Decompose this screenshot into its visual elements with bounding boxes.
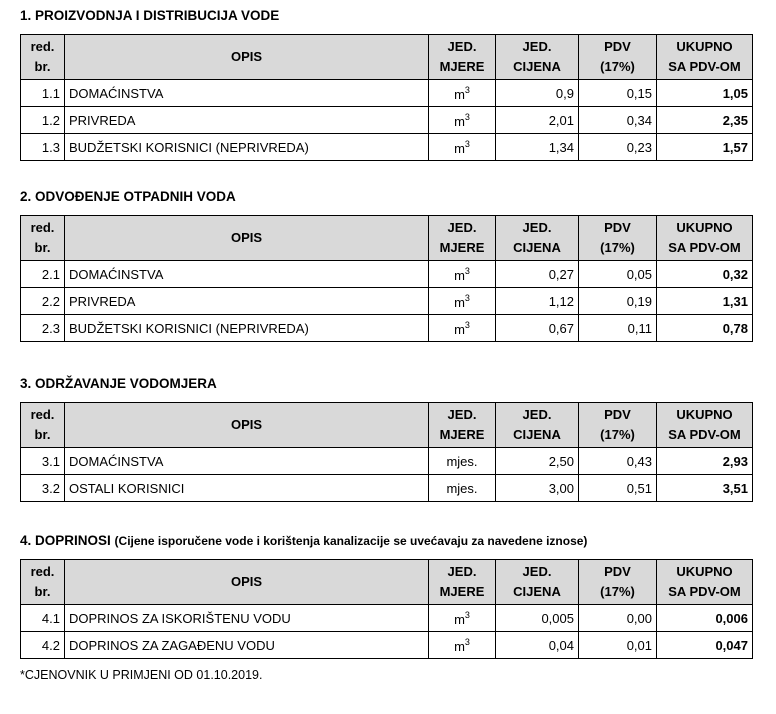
section-title — [20, 533, 587, 548]
row-unit — [429, 632, 496, 659]
header-jed-mjere: JED. MJERE — [429, 35, 496, 80]
row-number: 1.3 — [21, 134, 65, 161]
row-unit-price: 1,34 — [496, 134, 579, 161]
table-header-row — [21, 403, 753, 448]
table-header-row — [21, 35, 753, 80]
unit-text: m — [454, 267, 465, 283]
row-number: 1.1 — [21, 80, 65, 107]
section-title — [20, 8, 279, 23]
row-number: 4.1 — [21, 605, 65, 632]
row-total: 1,31 — [657, 288, 753, 315]
price-table — [20, 34, 753, 161]
unit-superscript: 3 — [464, 319, 470, 330]
unit-text: m — [454, 611, 465, 627]
table-row — [21, 134, 753, 161]
row-total: 0,006 — [657, 605, 753, 632]
header-opis: OPIS — [65, 403, 429, 448]
table-row — [21, 632, 753, 659]
row-unit — [429, 107, 496, 134]
header-opis: OPIS — [65, 560, 429, 605]
header-opis: OPIS — [65, 35, 429, 80]
row-unit-price: 0,9 — [496, 80, 579, 107]
row-pdv: 0,11 — [579, 315, 657, 342]
row-description: DOPRINOS ZA ISKORIŠTENU VODU — [65, 605, 429, 632]
section-title-text: 4. DOPRINOSI — [20, 533, 111, 548]
row-unit-price: 3,00 — [496, 475, 579, 502]
row-description: PRIVREDA — [65, 288, 429, 315]
row-unit — [429, 475, 496, 502]
row-unit — [429, 261, 496, 288]
header-jed-mjere: JED. MJERE — [429, 403, 496, 448]
row-unit-price: 2,50 — [496, 448, 579, 475]
header-red-br: red. br. — [21, 560, 65, 605]
row-unit-price: 0,005 — [496, 605, 579, 632]
unit-superscript: 3 — [464, 609, 470, 620]
table-row — [21, 107, 753, 134]
row-number: 1.2 — [21, 107, 65, 134]
header-red-br: red. br. — [21, 216, 65, 261]
table-row — [21, 448, 753, 475]
unit-text: mjes. — [446, 453, 478, 469]
table-header-row — [21, 560, 753, 605]
row-pdv: 0,51 — [579, 475, 657, 502]
header-jed-mjere: JED. MJERE — [429, 216, 496, 261]
header-red-br: red. br. — [21, 403, 65, 448]
unit-text: m — [454, 321, 465, 337]
footnote: *CJENOVNIK U PRIMJENI OD 01.10.2019. — [20, 668, 263, 682]
row-unit-price: 0,67 — [496, 315, 579, 342]
row-description: DOMAĆINSTVA — [65, 80, 429, 107]
table-row — [21, 261, 753, 288]
header-ukupno: UKUPNO SA PDV-OM — [657, 560, 753, 605]
unit-text: mjes. — [446, 480, 478, 496]
row-total: 3,51 — [657, 475, 753, 502]
row-unit — [429, 134, 496, 161]
table-row — [21, 80, 753, 107]
row-pdv: 0,00 — [579, 605, 657, 632]
row-total: 1,05 — [657, 80, 753, 107]
row-total: 2,35 — [657, 107, 753, 134]
row-unit-price: 0,04 — [496, 632, 579, 659]
price-table — [20, 402, 753, 502]
header-ukupno: UKUPNO SA PDV-OM — [657, 216, 753, 261]
row-number: 4.2 — [21, 632, 65, 659]
unit-superscript: 3 — [464, 292, 470, 303]
header-pdv: PDV (17%) — [579, 403, 657, 448]
section-title-text: 2. ODVOĐENJE OTPADNIH VODA — [20, 189, 236, 204]
row-total: 0,78 — [657, 315, 753, 342]
table-row — [21, 605, 753, 632]
row-total: 1,57 — [657, 134, 753, 161]
row-unit — [429, 605, 496, 632]
table-row — [21, 315, 753, 342]
table-row — [21, 475, 753, 502]
unit-superscript: 3 — [464, 84, 470, 95]
row-total: 2,93 — [657, 448, 753, 475]
row-pdv: 0,01 — [579, 632, 657, 659]
unit-text: m — [454, 86, 465, 102]
row-pdv: 0,23 — [579, 134, 657, 161]
unit-text: m — [454, 638, 465, 654]
header-jed-mjere: JED. MJERE — [429, 560, 496, 605]
table-header-row — [21, 216, 753, 261]
unit-superscript: 3 — [464, 636, 470, 647]
unit-text: m — [454, 140, 465, 156]
row-unit — [429, 315, 496, 342]
row-total: 0,047 — [657, 632, 753, 659]
row-unit-price: 0,27 — [496, 261, 579, 288]
row-pdv: 0,15 — [579, 80, 657, 107]
row-pdv: 0,05 — [579, 261, 657, 288]
header-jed-cijena: JED. CIJENA — [496, 35, 579, 80]
row-number: 3.1 — [21, 448, 65, 475]
section-title-text: 3. ODRŽAVANJE VODOMJERA — [20, 376, 217, 391]
row-pdv: 0,34 — [579, 107, 657, 134]
row-description: DOMAĆINSTVA — [65, 261, 429, 288]
row-description: OSTALI KORISNICI — [65, 475, 429, 502]
unit-text: m — [454, 294, 465, 310]
section-title-text: 1. PROIZVODNJA I DISTRIBUCIJA VODE — [20, 8, 280, 23]
row-description: BUDŽETSKI KORISNICI (NEPRIVREDA) — [65, 134, 429, 161]
row-number: 2.3 — [21, 315, 65, 342]
row-description: DOMAĆINSTVA — [65, 448, 429, 475]
row-number: 3.2 — [21, 475, 65, 502]
price-table — [20, 215, 753, 342]
header-jed-cijena: JED. CIJENA — [496, 403, 579, 448]
section-title — [20, 376, 217, 391]
header-pdv: PDV (17%) — [579, 35, 657, 80]
row-pdv: 0,19 — [579, 288, 657, 315]
unit-superscript: 3 — [464, 265, 470, 276]
unit-superscript: 3 — [464, 111, 470, 122]
table-row — [21, 288, 753, 315]
row-description: DOPRINOS ZA ZAGAĐENU VODU — [65, 632, 429, 659]
section-note: (Cijene isporučene vode i korištenja kanalizacije se uvećavaju za navedene iznose) — [114, 534, 588, 548]
row-pdv: 0,43 — [579, 448, 657, 475]
header-pdv: PDV (17%) — [579, 560, 657, 605]
header-jed-cijena: JED. CIJENA — [496, 560, 579, 605]
unit-superscript: 3 — [464, 138, 470, 149]
row-description: BUDŽETSKI KORISNICI (NEPRIVREDA) — [65, 315, 429, 342]
row-number: 2.1 — [21, 261, 65, 288]
header-ukupno: UKUPNO SA PDV-OM — [657, 35, 753, 80]
header-jed-cijena: JED. CIJENA — [496, 216, 579, 261]
header-opis: OPIS — [65, 216, 429, 261]
row-total: 0,32 — [657, 261, 753, 288]
row-number: 2.2 — [21, 288, 65, 315]
header-red-br: red. br. — [21, 35, 65, 80]
header-ukupno: UKUPNO SA PDV-OM — [657, 403, 753, 448]
price-table — [20, 559, 753, 659]
unit-text: m — [454, 113, 465, 129]
row-unit-price: 2,01 — [496, 107, 579, 134]
header-pdv: PDV (17%) — [579, 216, 657, 261]
row-unit-price: 1,12 — [496, 288, 579, 315]
row-unit — [429, 288, 496, 315]
row-description: PRIVREDA — [65, 107, 429, 134]
row-unit — [429, 448, 496, 475]
section-title — [20, 189, 236, 204]
row-unit — [429, 80, 496, 107]
